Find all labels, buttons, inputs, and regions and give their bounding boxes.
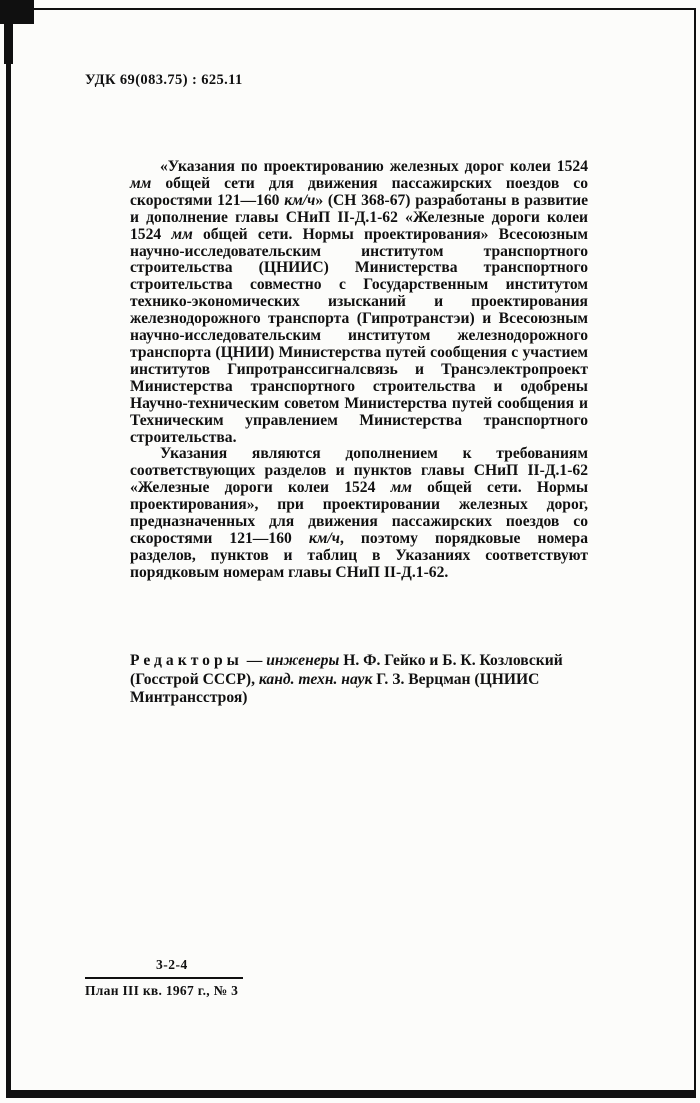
annotation-paragraph: Указания являются дополнением к требованиям соответствующих разделов и пунктов главы СНиП II-Д.1-62 «Железные дороги колеи 1524 мм общей сети. Нормы проектирования», при проектировании железных дорог, предназначенных для движения пассажирских поездов со скоростями 121—160 км/ч, поэтому порядковые номера разделов, пунктов и таблиц в Указаниях соответствуют порядковым номерам главы СНиП II-Д.1-62.	[130, 445, 588, 581]
scan-corner-artifact	[0, 0, 34, 24]
footer-plan-note: План III кв. 1967 г., № 3	[85, 983, 239, 998]
editors-credit: Редакторы — инженеры Н. Ф. Гейко и Б. К. Козловский (Госстрой СССР), канд. техн. наук Г. З. Верцман (ЦНИИС Минтрансстроя)	[130, 652, 563, 706]
udc-classification: УДК 69(083.75) : 625.11	[85, 72, 243, 88]
annotation-block	[130, 159, 588, 582]
footer-index-code: 3-2-4	[156, 957, 188, 972]
scan-edge-artifact	[4, 24, 13, 64]
footer-divider	[85, 977, 243, 979]
annotation-paragraph: «Указания по проектированию железных дорог колеи 1524 мм общей сети для движения пассажирских поездов со скоростями 121—160 км/ч» (СН 368-67) разработаны в развитие и дополнение главы СНиП II-Д.1-62 «Железные дороги колеи 1524 мм общей сети. Нормы проектирования» Всесоюзным научно-исследовательским институтом транспортного строительства (ЦНИИС) Министерства транспортного строительства совместно с Государственным институтом технико-экономических изысканий и проектирования железнодорожного транспорта (Гипротранстэи) и Всесоюзным научно-исследовательским институтом железнодорожного транспорта (ЦНИИ) Министерства путей сообщения с участием институтов Гипротранссигналсвязь и Трансэлектропроект Министерства транспортного строительства и одобрены Научно-техническим советом Министерства путей сообщения и Техническим управлением Министерства транспортного строительства.	[130, 158, 588, 446]
